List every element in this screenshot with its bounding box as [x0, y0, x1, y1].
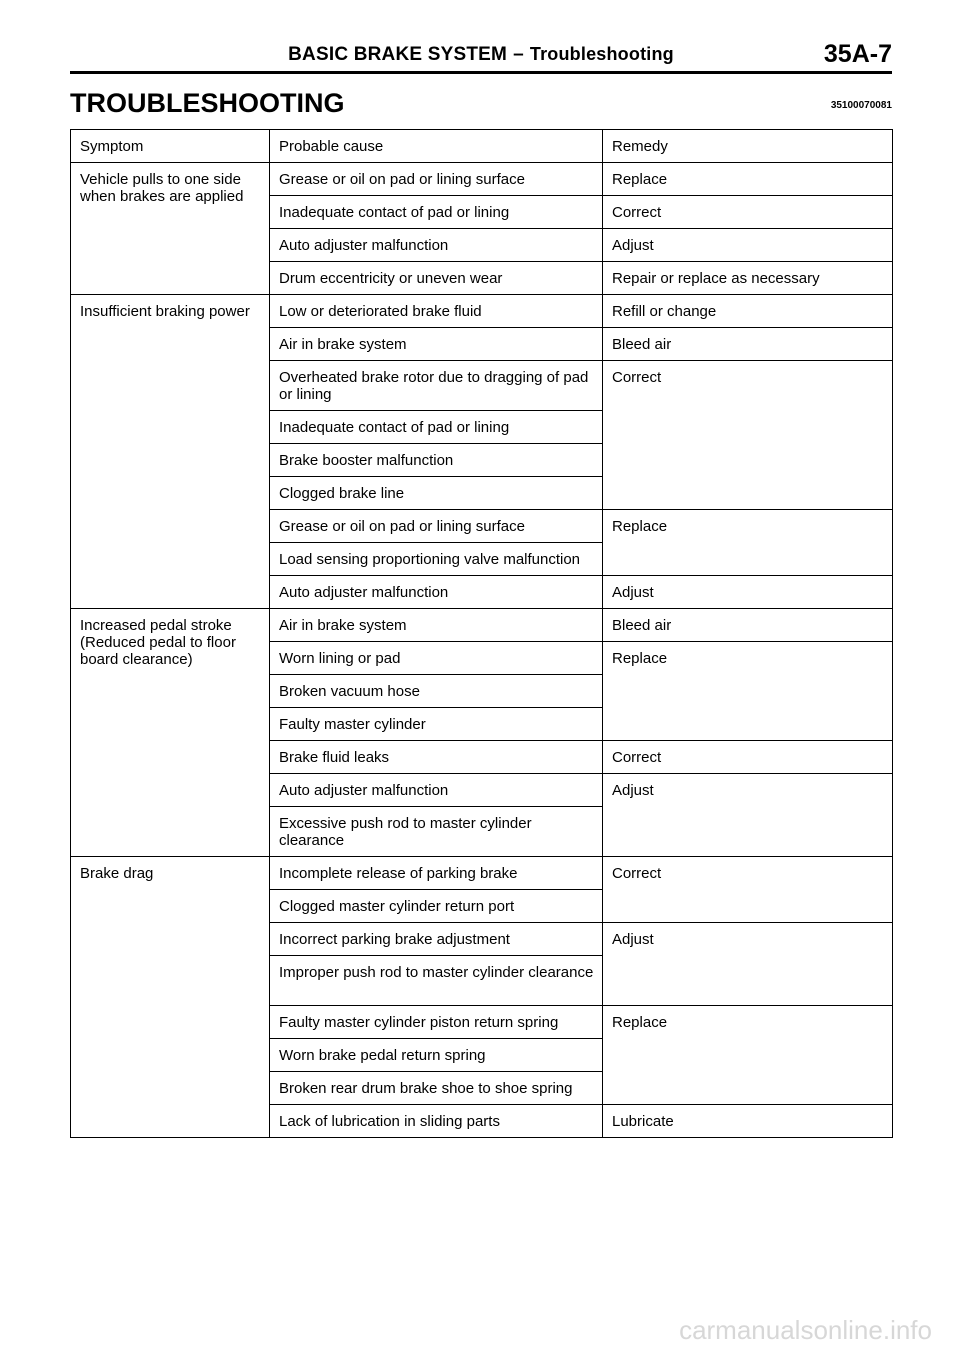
remedy-cell: Replace	[603, 510, 893, 576]
table-row	[71, 857, 893, 890]
remedy-cell: Adjust	[603, 229, 893, 262]
cause-cell: Grease or oil on pad or lining surface	[270, 510, 603, 543]
remedy-cell: Replace	[603, 1006, 893, 1105]
cause-cell: Incomplete release of parking brake	[270, 857, 603, 890]
table-header-row	[71, 130, 893, 163]
header-cause: Probable cause	[270, 130, 603, 163]
cause-cell: Broken rear drum brake shoe to shoe spring	[270, 1072, 603, 1105]
cause-cell: Faulty master cylinder piston return spring	[270, 1006, 603, 1039]
remedy-cell: Correct	[603, 857, 893, 923]
cause-cell: Improper push rod to master cylinder clearance	[270, 956, 603, 1006]
cause-cell: Load sensing proportioning valve malfunction	[270, 543, 603, 576]
remedy-cell: Correct	[603, 196, 893, 229]
cause-cell: Air in brake system	[270, 609, 603, 642]
running-title	[70, 44, 892, 66]
cause-cell: Worn lining or pad	[270, 642, 603, 675]
symptom-cell: Vehicle pulls to one side when brakes are applied	[71, 163, 270, 295]
troubleshooting-table	[70, 129, 893, 1138]
cause-cell: Drum eccentricity or uneven wear	[270, 262, 603, 295]
cause-cell: Brake booster malfunction	[270, 444, 603, 477]
document-code: 35100070081	[830, 100, 892, 111]
cause-cell: Broken vacuum hose	[270, 675, 603, 708]
remedy-cell: Correct	[603, 741, 893, 774]
remedy-cell: Adjust	[603, 923, 893, 1006]
section-heading: TROUBLESHOOTING	[70, 88, 345, 118]
remedy-cell: Bleed air	[603, 328, 893, 361]
remedy-cell: Replace	[603, 163, 893, 196]
page-number: 35A-7	[823, 40, 892, 68]
remedy-cell: Correct	[603, 361, 893, 510]
cause-cell: Low or deteriorated brake fluid	[270, 295, 603, 328]
table-row	[71, 295, 893, 328]
remedy-cell: Lubricate	[603, 1105, 893, 1138]
table-row	[71, 163, 893, 196]
remedy-cell: Adjust	[603, 576, 893, 609]
remedy-cell: Refill or change	[603, 295, 893, 328]
remedy-cell: Replace	[603, 642, 893, 741]
running-title-subtitle: Troubleshooting	[529, 44, 674, 64]
running-title-separator: –	[513, 44, 524, 65]
cause-cell: Lack of lubrication in sliding parts	[270, 1105, 603, 1138]
cause-cell: Incorrect parking brake adjustment	[270, 923, 603, 956]
cause-cell: Clogged master cylinder return port	[270, 890, 603, 923]
header-remedy: Remedy	[603, 130, 893, 163]
cause-cell: Excessive push rod to master cylinder clearance	[270, 807, 603, 857]
remedy-cell: Bleed air	[603, 609, 893, 642]
symptom-cell: Increased pedal stroke (Reduced pedal to floor board clearance)	[71, 609, 270, 857]
cause-cell: Inadequate contact of pad or lining	[270, 196, 603, 229]
cause-cell: Brake fluid leaks	[270, 741, 603, 774]
cause-cell: Auto adjuster malfunction	[270, 576, 603, 609]
header-symptom: Symptom	[71, 130, 270, 163]
cause-cell: Auto adjuster malfunction	[270, 774, 603, 807]
table-row	[71, 609, 893, 642]
watermark: carmanualsonline.info	[679, 1315, 932, 1345]
symptom-cell: Insufficient braking power	[71, 295, 270, 609]
cause-cell: Auto adjuster malfunction	[270, 229, 603, 262]
symptom-cell: Brake drag	[71, 857, 270, 1138]
remedy-cell: Adjust	[603, 774, 893, 857]
cause-cell: Clogged brake line	[270, 477, 603, 510]
header-rule	[70, 71, 892, 74]
remedy-cell: Repair or replace as necessary	[603, 262, 893, 295]
cause-cell: Air in brake system	[270, 328, 603, 361]
cause-cell: Worn brake pedal return spring	[270, 1039, 603, 1072]
cause-cell: Inadequate contact of pad or lining	[270, 411, 603, 444]
cause-cell: Overheated brake rotor due to dragging of pad or lining	[270, 361, 603, 411]
cause-cell: Grease or oil on pad or lining surface	[270, 163, 603, 196]
cause-cell: Faulty master cylinder	[270, 708, 603, 741]
running-title-main: BASIC BRAKE SYSTEM	[288, 44, 508, 65]
running-header	[70, 40, 892, 70]
